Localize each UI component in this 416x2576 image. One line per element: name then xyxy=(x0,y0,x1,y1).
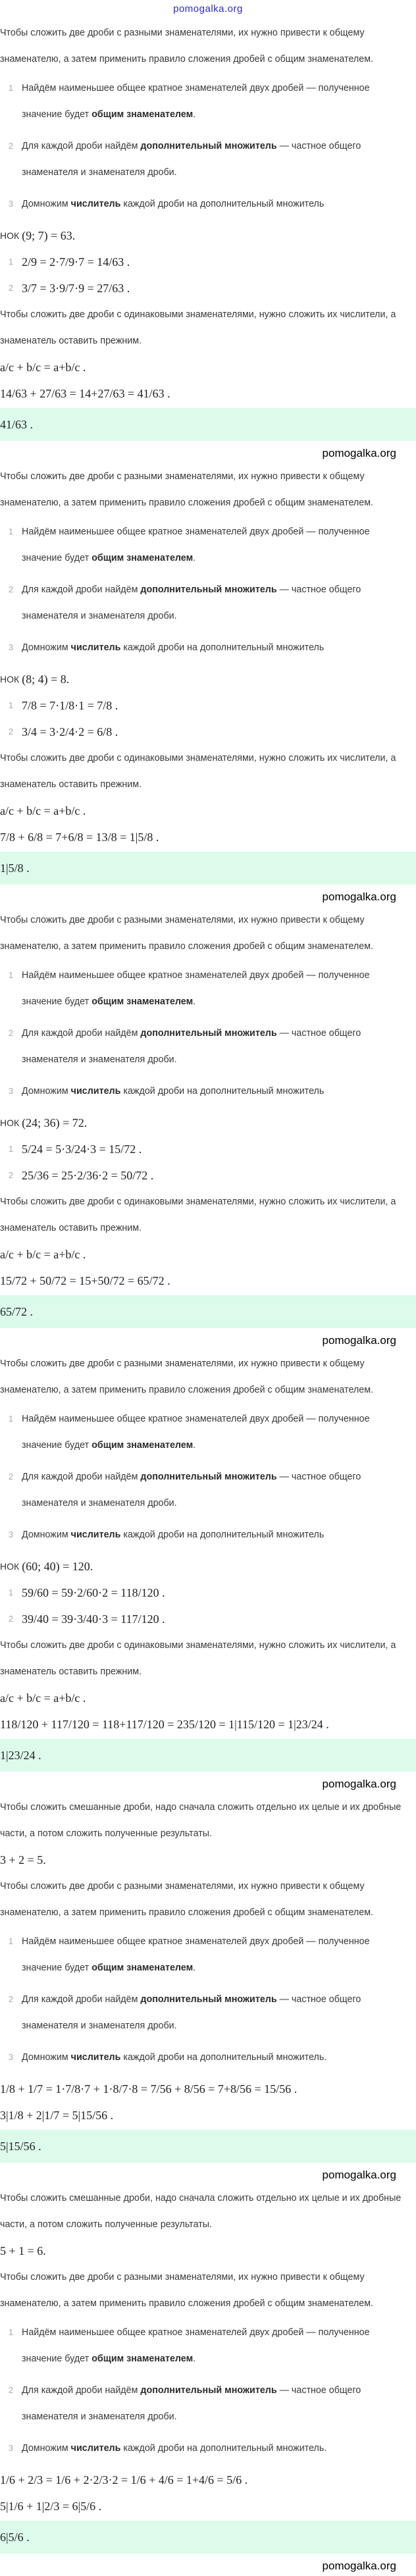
solution-content xyxy=(0,20,416,2576)
different-denominators-rule: Чтобы сложить две дроби с разными знаменателями, их нужно привести к общему знаменателю, а затем применить правило сложения дробей с общим знаменателем. xyxy=(0,471,374,508)
step-3 xyxy=(0,634,416,661)
extended-fraction xyxy=(0,1162,416,1189)
answer-highlight xyxy=(0,2521,416,2554)
steps-list xyxy=(0,1406,416,1548)
math-expression: 25/36 = 25·2/36·2 = 50/72 . xyxy=(22,1169,154,1182)
math-expression: 59/60 = 59·2/60·2 = 118/120 . xyxy=(22,1586,165,1599)
lcm-line xyxy=(0,1553,416,1580)
step-text-post: . xyxy=(193,2354,196,2364)
answer-value xyxy=(0,411,38,438)
step-text-bold: числитель xyxy=(70,199,121,209)
step-text-pre: Для каждой дроби найдём xyxy=(22,1994,141,2005)
step-number: 1 xyxy=(8,2327,14,2337)
step-text xyxy=(22,962,390,1015)
extended-fraction xyxy=(0,1606,416,1632)
addition-formula xyxy=(0,1685,416,1711)
step-number: 1 xyxy=(8,83,14,93)
solution-block xyxy=(0,1351,416,1794)
step-number: 3 xyxy=(8,2052,14,2062)
step-text-bold: общим знаменателем xyxy=(91,1440,194,1451)
step-text-pre: Для каждой дроби найдём xyxy=(22,584,141,595)
calculation xyxy=(0,824,416,850)
math-expression: 5|1/6 + 1|2/3 = 6|5/6 . xyxy=(0,2500,102,2513)
step-number: 1 xyxy=(8,1936,14,1946)
step-text-post: . xyxy=(193,109,196,120)
answer-value xyxy=(0,2524,35,2550)
step-text xyxy=(22,519,390,571)
extended-fraction xyxy=(0,1136,416,1162)
step-text xyxy=(22,634,390,661)
different-denominators-rule: Чтобы сложить две дроби с разными знаменателями, их нужно привести к общему знаменателю, а затем применить правило сложения дробей с общим знаменателем. xyxy=(0,1358,374,1395)
step-number: 3 xyxy=(8,642,14,652)
step-number: 3 xyxy=(8,1086,14,1096)
step-text-pre: Домножим xyxy=(22,1086,71,1096)
step-3 xyxy=(0,191,416,217)
step-text-post: каждой дроби на дополнительный множитель xyxy=(120,642,325,653)
watermark-text: pomogalka.org xyxy=(322,1334,396,1347)
step-text-bold: числитель xyxy=(70,1086,121,1096)
math-step-number: 1 xyxy=(8,700,14,710)
watermark-text: pomogalka.org xyxy=(322,2169,396,2181)
math-step-number: 2 xyxy=(8,1170,14,1180)
same-denominators-rule: Чтобы сложить две дроби с одинаковыми знаменателями, нужно сложить их числители, а знаменатель оставить прежним. xyxy=(0,1197,396,1233)
step-text-pre: Найдём наименьшее общее кратное знаменателей двух дробей — полученное значение будет xyxy=(22,1936,370,1973)
step-text-post: каждой дроби на дополнительный множитель xyxy=(120,1086,325,1096)
answer-highlight xyxy=(0,852,416,885)
step-text-bold: общим знаменателем xyxy=(91,996,194,1007)
step-text-post: . xyxy=(193,1440,196,1451)
same-denominators-rule: Чтобы сложить две дроби с одинаковыми знаменателями, нужно сложить их числители, а знаменатель оставить прежним. xyxy=(0,753,396,790)
integer-sum xyxy=(0,1847,416,1873)
answer-highlight xyxy=(0,1295,416,1328)
extended-fraction xyxy=(0,719,416,745)
step-number: 3 xyxy=(8,1530,14,1539)
step-2 xyxy=(0,1464,416,1516)
step-number: 2 xyxy=(8,141,14,151)
answer-highlight xyxy=(0,408,416,441)
math-expression: 6|5/6 . xyxy=(0,2531,30,2544)
step-text-pre: Домножим xyxy=(22,1530,71,1540)
step-text-post: . xyxy=(193,1963,196,1973)
step-text-post: каждой дроби на дополнительный множитель xyxy=(120,199,325,209)
math-expression: a/c + b/c = a+b/c . xyxy=(0,361,86,374)
solution-block xyxy=(0,1794,416,2185)
math-expression: 3/4 = 3·2/4·2 = 6/8 . xyxy=(22,725,118,738)
watermark-text: pomogalka.org xyxy=(322,1778,396,1790)
different-denominators-rule: Чтобы сложить две дроби с разными знаменателями, их нужно привести к общему знаменателю, а затем применить правило сложения дробей с общим знаменателем. xyxy=(0,28,374,64)
step-text-bold: числитель xyxy=(70,1530,121,1540)
step-number: 1 xyxy=(8,970,14,980)
step-text xyxy=(22,1020,390,1073)
step-text-post: . xyxy=(193,996,196,1007)
step-1 xyxy=(0,2319,416,2372)
step-text xyxy=(22,1464,390,1516)
mixed-fractions-rule: Чтобы сложить смешанные дроби, надо сначала сложить отдельно их целые и их дробные части, а потом сложить полученные результаты. xyxy=(0,2193,402,2230)
step-2 xyxy=(0,133,416,186)
step-text xyxy=(22,1928,390,1981)
step-text xyxy=(22,75,390,128)
steps-list xyxy=(0,75,416,217)
same-denominators-rule: Чтобы сложить две дроби с одинаковыми знаменателями, нужно сложить их числители, а знаменатель оставить прежним. xyxy=(0,1640,396,1677)
step-text-pre: Найдём наименьшее общее кратное знаменателей двух дробей — полученное значение будет xyxy=(22,527,370,563)
step-1 xyxy=(0,519,416,571)
step-text xyxy=(22,1522,390,1548)
step-text xyxy=(22,1986,390,2039)
math-expression: 5 + 1 = 6. xyxy=(0,2244,46,2257)
step-text-pre: Найдём наименьшее общее кратное знаменателей двух дробей — полученное значение будет xyxy=(22,83,370,120)
extended-fraction xyxy=(0,249,416,275)
math-step-number: 2 xyxy=(8,1614,14,1624)
step-text-bold: дополнительный множитель xyxy=(140,1028,277,1039)
math-expression: 65/72 . xyxy=(0,1305,34,1318)
step-text-post: — частное общего знаменателя и знаменателя дроби. xyxy=(22,1028,361,1065)
addition-formula xyxy=(0,798,416,824)
lcm-line xyxy=(0,666,416,692)
step-3 xyxy=(0,2044,416,2071)
math-expression: 2/9 = 2·7/9·7 = 14/63 . xyxy=(22,255,130,269)
mixed-fractions-rule: Чтобы сложить смешанные дроби, надо сначала сложить отдельно их целые и их дробные части, а потом сложить полученные результаты. xyxy=(0,1802,402,1839)
answer-highlight xyxy=(0,2130,416,2163)
math-expression: 7/8 = 7·1/8·1 = 7/8 . xyxy=(22,699,118,712)
math-step-number: 2 xyxy=(8,283,14,293)
step-text-post: — частное общего знаменателя и знаменателя дроби. xyxy=(22,141,361,178)
steps-list xyxy=(0,962,416,1104)
step-1 xyxy=(0,962,416,1015)
step-text-post: каждой дроби на дополнительный множитель xyxy=(120,1530,325,1540)
step-2 xyxy=(0,1020,416,1073)
math-expression: 3/7 = 3·9/7·9 = 27/63 . xyxy=(22,282,130,295)
same-denominators-rule: Чтобы сложить две дроби с одинаковыми знаменателями, нужно сложить их числители, а знаменатель оставить прежним. xyxy=(0,309,396,346)
step-text-pre: Найдём наименьшее общее кратное знаменателей двух дробей — полученное значение будет xyxy=(22,1414,370,1451)
step-text-pre: Найдём наименьшее общее кратное знаменателей двух дробей — полученное значение будет xyxy=(22,970,370,1007)
extended-fraction xyxy=(0,275,416,301)
step-text-bold: дополнительный множитель xyxy=(140,1994,277,2005)
calculation xyxy=(0,2076,416,2102)
step-2 xyxy=(0,577,416,629)
step-number: 2 xyxy=(8,2385,14,2395)
step-text-pre: Для каждой дроби найдём xyxy=(22,1028,141,1039)
step-text-bold: числитель xyxy=(70,2052,121,2063)
answer-value xyxy=(0,1299,38,1325)
step-text-pre: Домножим xyxy=(22,2443,71,2454)
math-expression: 15/72 + 50/72 = 15+50/72 = 65/72 . xyxy=(0,1274,170,1287)
lcm-value: (24; 36) = 72. xyxy=(22,1116,88,1129)
extended-fraction xyxy=(0,1580,416,1606)
addition-formula xyxy=(0,354,416,380)
different-denominators-rule: Чтобы сложить две дроби с разными знаменателями, их нужно привести к общему знаменателю, а затем применить правило сложения дробей с общим знаменателем. xyxy=(0,1881,374,1918)
math-step-number: 1 xyxy=(8,1144,14,1154)
calculation xyxy=(0,1711,416,1738)
math-expression: 7/8 + 6/8 = 7+6/8 = 13/8 = 1|5/8 . xyxy=(0,831,159,844)
watermark-text: pomogalka.org xyxy=(322,890,396,903)
step-text-pre: Для каждой дроби найдём xyxy=(22,1472,141,1482)
math-expression: 39/40 = 39·3/40·3 = 117/120 . xyxy=(22,1612,165,1626)
step-text xyxy=(22,2044,390,2071)
math-expression: 1/8 + 1/7 = 1·7/8·7 + 1·8/7·8 = 7/56 + 8/56 = 7+8/56 = 15/56 . xyxy=(0,2082,298,2096)
lcm-line xyxy=(0,1110,416,1136)
answer-value xyxy=(0,2133,47,2159)
watermark-text: pomogalka.org xyxy=(322,2560,396,2572)
answer-highlight xyxy=(0,1739,416,1772)
integer-sum xyxy=(0,2238,416,2264)
step-text-bold: дополнительный множитель xyxy=(140,1472,277,1482)
step-text-bold: дополнительный множитель xyxy=(140,2385,277,2396)
step-text-bold: дополнительный множитель xyxy=(140,584,277,595)
watermark-text: pomogalka.org xyxy=(322,447,396,459)
addition-formula xyxy=(0,1241,416,1268)
step-text xyxy=(22,2319,390,2372)
step-number: 1 xyxy=(8,1414,14,1424)
step-text xyxy=(22,133,390,186)
step-2 xyxy=(0,2377,416,2430)
calculation xyxy=(0,2467,416,2493)
different-denominators-rule: Чтобы сложить две дроби с разными знаменателями, их нужно привести к общему знаменателю, а затем применить правило сложения дробей с общим знаменателем. xyxy=(0,2272,374,2309)
step-text-bold: общим знаменателем xyxy=(91,2354,194,2364)
step-number: 2 xyxy=(8,1028,14,1038)
step-2 xyxy=(0,1986,416,2039)
math-expression: 1|23/24 . xyxy=(0,1749,41,1762)
step-number: 2 xyxy=(8,1994,14,2004)
lcm-label: НОК xyxy=(0,674,20,684)
solution-block xyxy=(0,2185,416,2576)
step-text xyxy=(22,191,390,217)
math-expression: 1/6 + 2/3 = 1/6 + 2·2/3·2 = 1/6 + 4/6 = 1+4/6 = 5/6 . xyxy=(0,2473,248,2486)
step-text-pre: Для каждой дроби найдём xyxy=(22,141,141,151)
step-text-post: . xyxy=(193,553,196,563)
math-expression: 118/120 + 117/120 = 118+117/120 = 235/120 = 1|115/120 = 1|23/24 . xyxy=(0,1718,329,1731)
step-text xyxy=(22,2435,390,2461)
math-step-number: 1 xyxy=(8,1587,14,1597)
step-text-post: — частное общего знаменателя и знаменателя дроби. xyxy=(22,1472,361,1508)
solution-block xyxy=(0,907,416,1351)
math-expression: 1|5/8 . xyxy=(0,862,30,875)
step-number: 2 xyxy=(8,584,14,594)
answer-value xyxy=(0,855,35,881)
mixed-sum xyxy=(0,2102,416,2128)
calculation xyxy=(0,1268,416,1294)
math-step-number: 2 xyxy=(8,727,14,736)
steps-list xyxy=(0,1928,416,2071)
step-text-post: — частное общего знаменателя и знаменателя дроби. xyxy=(22,2385,361,2422)
step-3 xyxy=(0,1078,416,1104)
math-expression: 3 + 2 = 5. xyxy=(0,1853,46,1867)
math-expression: a/c + b/c = a+b/c . xyxy=(0,1248,86,1261)
different-denominators-rule: Чтобы сложить две дроби с разными знаменателями, их нужно привести к общему знаменателю, а затем применить правило сложения дробей с общим знаменателем. xyxy=(0,915,374,952)
extended-fraction xyxy=(0,692,416,719)
math-expression: 14/63 + 27/63 = 14+27/63 = 41/63 . xyxy=(0,387,170,400)
step-text-bold: общим знаменателем xyxy=(91,553,194,563)
step-text xyxy=(22,1078,390,1104)
math-step-number: 1 xyxy=(8,257,14,267)
step-text-bold: общим знаменателем xyxy=(91,1963,194,1973)
step-text-bold: дополнительный множитель xyxy=(140,141,277,151)
step-1 xyxy=(0,1928,416,1981)
lcm-label: НОК xyxy=(0,1561,20,1572)
steps-list xyxy=(0,2319,416,2461)
math-expression: 5/24 = 5·3/24·3 = 15/72 . xyxy=(22,1143,142,1156)
step-text-bold: общим знаменателем xyxy=(91,109,194,120)
mixed-sum xyxy=(0,2493,416,2519)
step-number: 3 xyxy=(8,199,14,209)
step-1 xyxy=(0,1406,416,1458)
step-text-post: — частное общего знаменателя и знаменателя дроби. xyxy=(22,584,361,621)
step-3 xyxy=(0,1522,416,1548)
step-text-post: каждой дроби на дополнительный множитель. xyxy=(120,2443,327,2454)
math-expression: a/c + b/c = a+b/c . xyxy=(0,1691,86,1705)
step-text-bold: числитель xyxy=(70,2443,121,2454)
step-text-pre: Домножим xyxy=(22,642,71,653)
lcm-label: НОК xyxy=(0,1118,20,1128)
math-expression: 5|15/56 . xyxy=(0,2140,41,2153)
solution-block xyxy=(0,463,416,907)
step-text xyxy=(22,2377,390,2430)
math-expression: 41/63 . xyxy=(0,418,34,431)
calculation xyxy=(0,380,416,407)
lcm-value: (8; 4) = 8. xyxy=(22,673,70,686)
step-text-pre: Для каждой дроби найдём xyxy=(22,2385,141,2396)
step-text-post: каждой дроби на дополнительный множитель. xyxy=(120,2052,327,2063)
math-expression: a/c + b/c = a+b/c . xyxy=(0,804,86,817)
step-number: 1 xyxy=(8,527,14,536)
answer-value xyxy=(0,1742,47,1768)
step-text xyxy=(22,577,390,629)
step-1 xyxy=(0,75,416,128)
math-expression: 3|1/8 + 2|1/7 = 5|15/56 . xyxy=(0,2109,114,2122)
step-text-bold: числитель xyxy=(70,642,121,653)
lcm-line xyxy=(0,222,416,249)
site-logo[interactable]: pomogalka.org xyxy=(173,3,243,14)
steps-list xyxy=(0,519,416,661)
lcm-value: (9; 7) = 63. xyxy=(22,229,76,242)
lcm-value: (60; 40) = 120. xyxy=(22,1560,93,1573)
step-3 xyxy=(0,2435,416,2461)
step-text-pre: Найдём наименьшее общее кратное знаменателей двух дробей — полученное значение будет xyxy=(22,2327,370,2364)
solution-block xyxy=(0,20,416,463)
step-text-pre: Домножим xyxy=(22,199,71,209)
lcm-label: НОК xyxy=(0,230,20,241)
step-number: 3 xyxy=(8,2443,14,2453)
step-text-post: — частное общего знаменателя и знаменателя дроби. xyxy=(22,1994,361,2031)
step-text-pre: Домножим xyxy=(22,2052,71,2063)
step-number: 2 xyxy=(8,1472,14,1481)
step-text xyxy=(22,1406,390,1458)
